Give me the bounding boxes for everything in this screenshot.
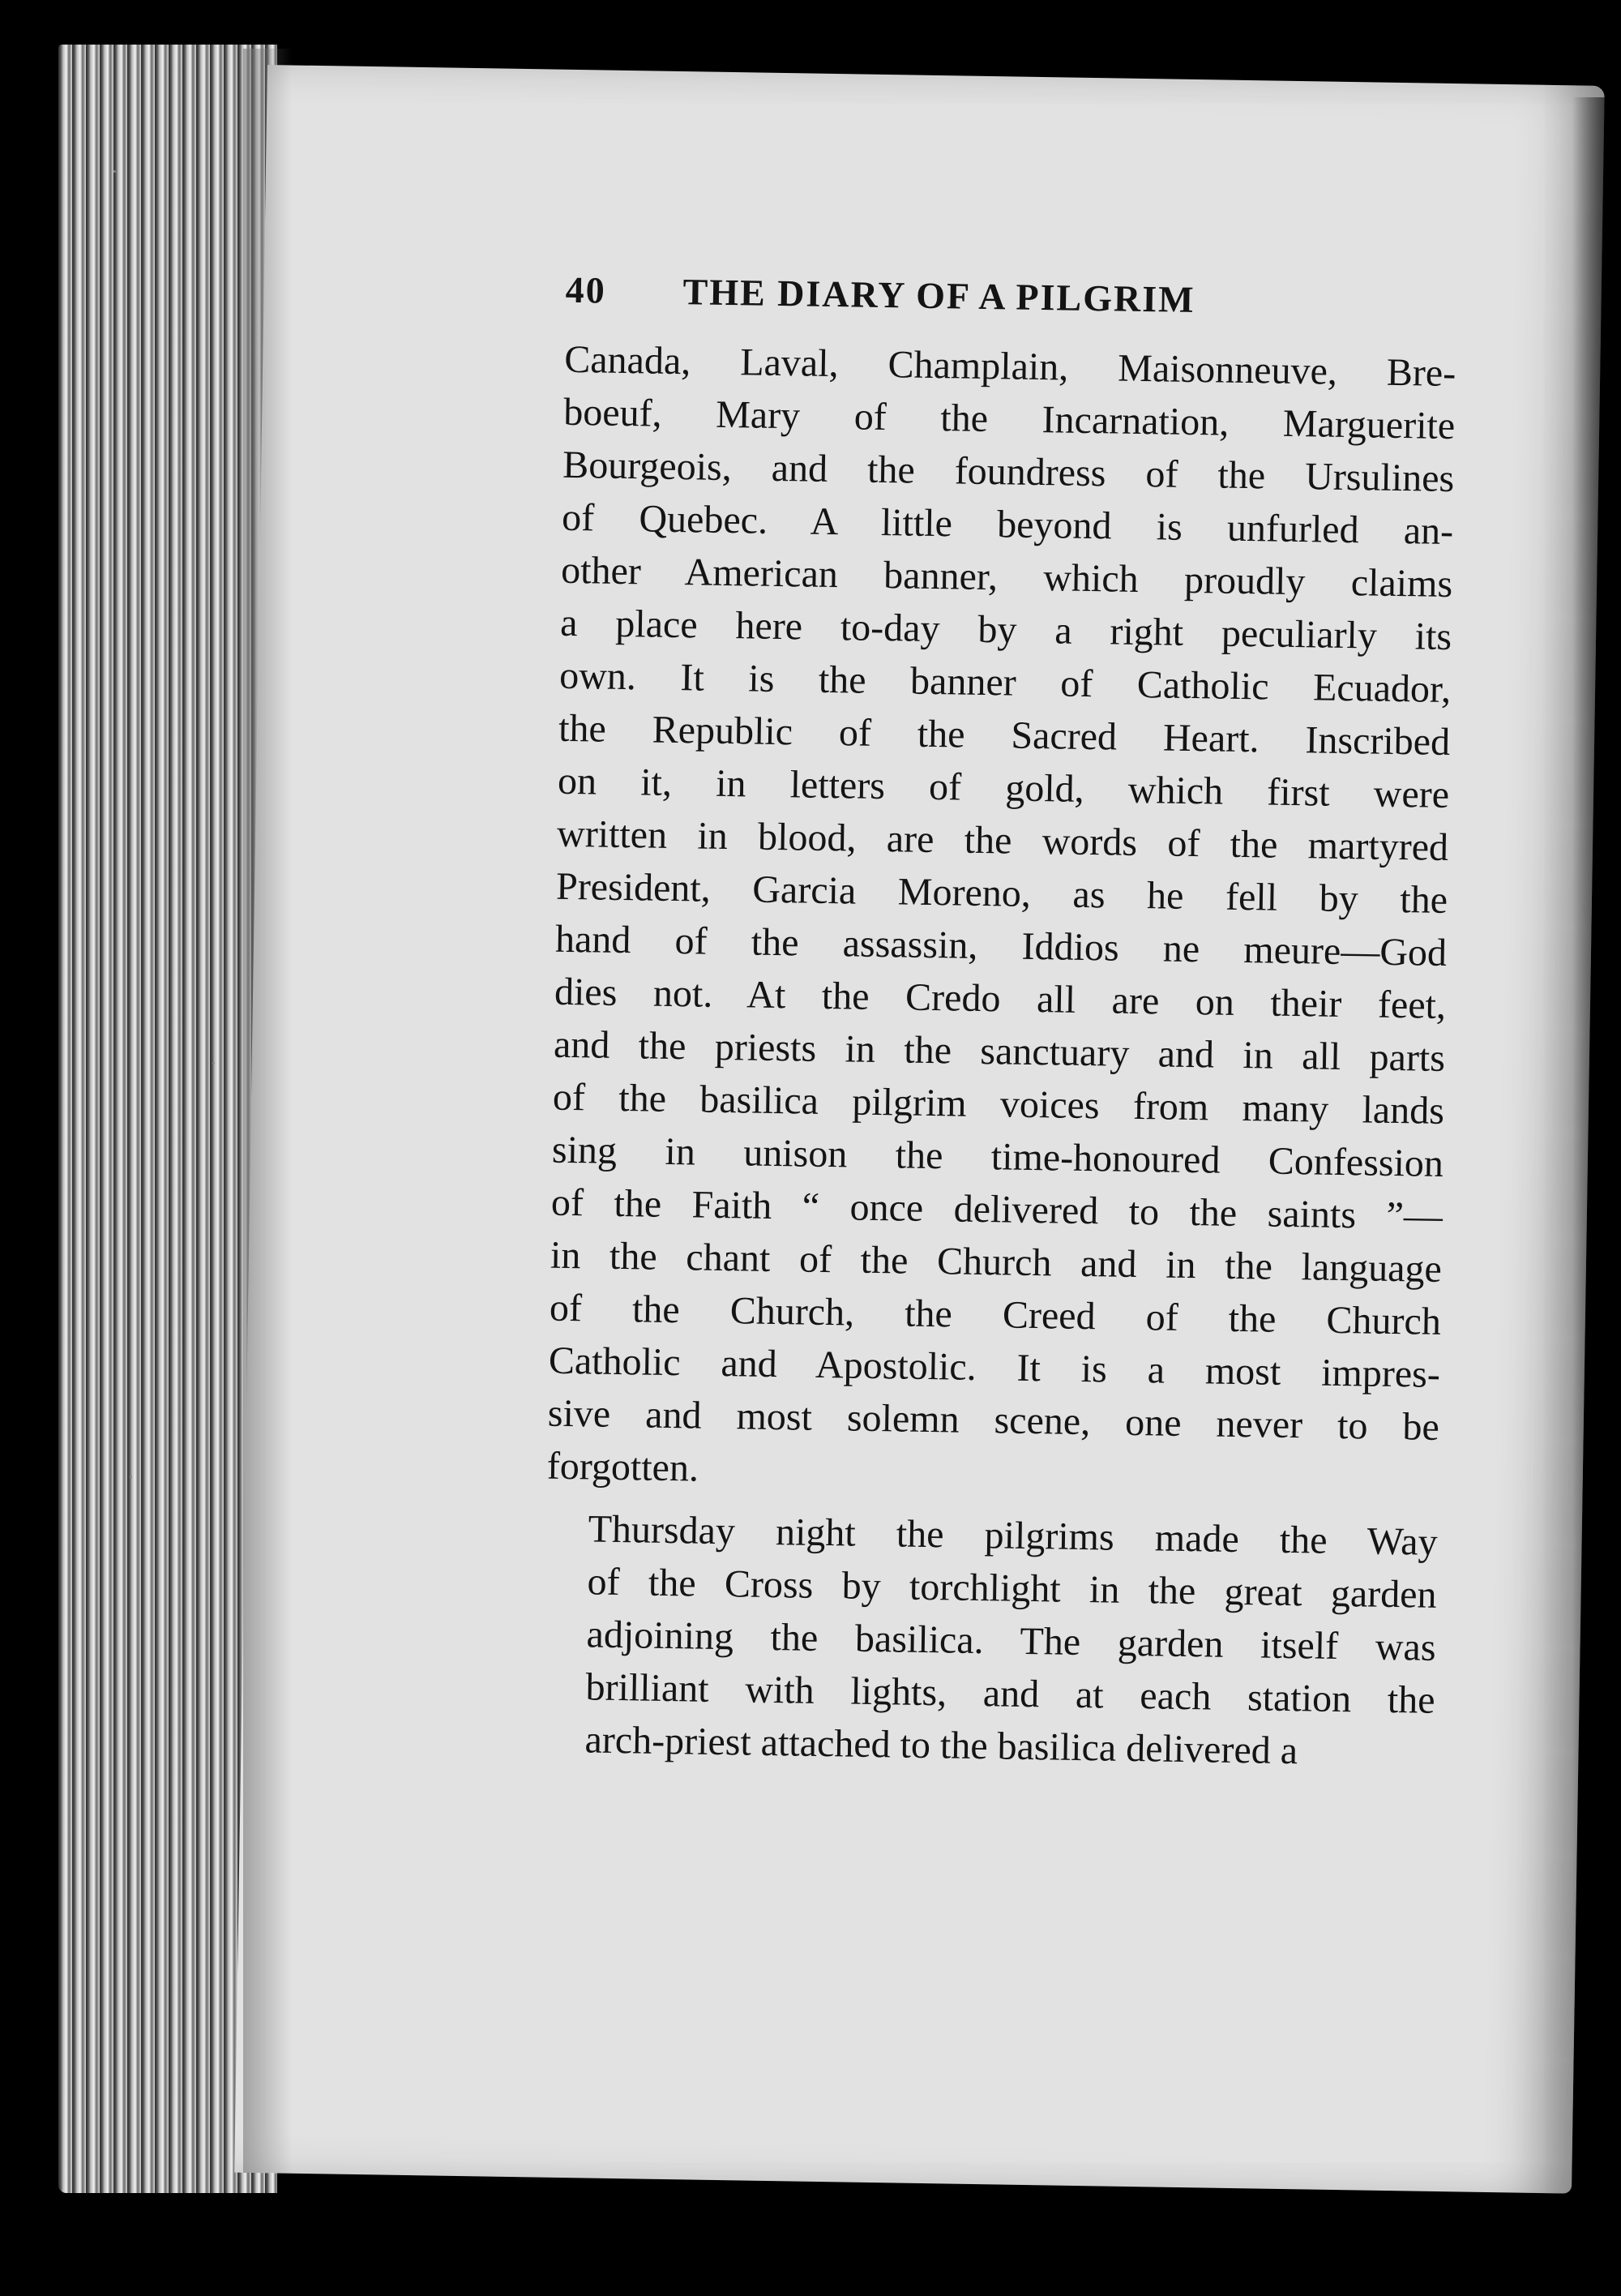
text-line: on it, in letters of gold, which first were xyxy=(557,759,1450,817)
text-line: other American banner, which proudly claims xyxy=(560,548,1453,606)
page-number: 40 xyxy=(565,268,607,311)
text-line: of the Church, the Creed of the Church xyxy=(549,1286,1442,1343)
text-line: of Quebec. A little beyond is unfurled an- xyxy=(561,495,1454,554)
running-title: THE DIARY OF A PILGRIM xyxy=(682,271,1195,321)
dust-speck xyxy=(113,170,116,173)
paragraph xyxy=(546,333,1456,1506)
text-line: President, Garcia Moreno, as he fell by the xyxy=(555,864,1448,922)
text-line: and the priests in the sanctuary and in all parts xyxy=(553,1022,1446,1080)
text-line: hand of the assassin, Iddios ne meure—God xyxy=(554,917,1448,975)
dust-speck xyxy=(130,1476,132,1478)
page-edge-shadow xyxy=(1572,97,1621,2205)
text-line: Catholic and Apostolic. It is a most impres- xyxy=(548,1339,1441,1396)
text-line: dies not. At the Credo all are on their feet, xyxy=(554,970,1447,1027)
text-line: Thursday night the pilgrims made the Way xyxy=(588,1507,1438,1564)
text-line: written in blood, are the words of the martyred xyxy=(556,812,1449,870)
text-line: Canada, Laval, Champlain, Maisonneuve, Bre- xyxy=(563,337,1456,396)
text-block xyxy=(542,268,1457,1780)
text-line: brilliant with lights, and at each station the xyxy=(585,1665,1435,1722)
paragraph xyxy=(542,1502,1438,1780)
text-line: arch-priest attached to the basilica delivered a xyxy=(584,1718,1298,1773)
text-line: the Republic of the Sacred Heart. Inscribed xyxy=(558,706,1451,765)
book-page xyxy=(234,65,1605,2194)
text-line: sive and most solemn scene, one never to be xyxy=(547,1391,1440,1449)
dust-speck xyxy=(212,1062,215,1064)
text-line: own. It is the banner of Catholic Ecuador, xyxy=(558,653,1452,712)
text-line: of the basilica pilgrim voices from many lands xyxy=(552,1075,1445,1133)
text-line: a place here to-day by a right peculiarly its xyxy=(559,601,1452,659)
text-line: boeuf, Mary of the Incarnation, Marguerite xyxy=(562,390,1456,448)
gutter-shadow xyxy=(243,49,292,2173)
text-line: Bourgeois, and the foundress of the Ursulines xyxy=(562,443,1455,501)
text-line: of the Faith “ once delivered to the saints ”— xyxy=(550,1180,1444,1238)
text-line: sing in unison the time-honoured Confession xyxy=(551,1128,1444,1185)
text-line: forgotten. xyxy=(546,1444,699,1490)
text-line: of the Cross by torchlight in the great garden xyxy=(587,1560,1437,1617)
text-line: adjoining the basilica. The garden itself was xyxy=(586,1613,1436,1669)
text-line: in the chant of the Church and in the language xyxy=(550,1233,1443,1291)
